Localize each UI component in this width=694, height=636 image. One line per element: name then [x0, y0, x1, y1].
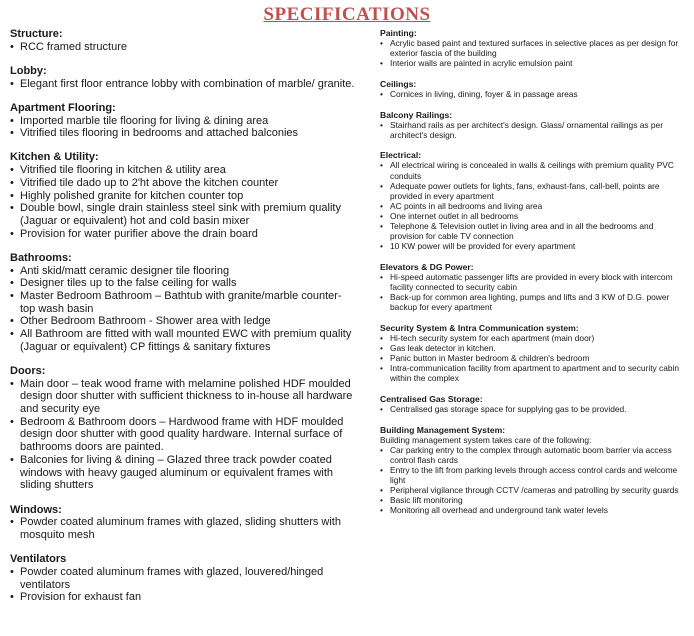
- bullet-list: [380, 38, 680, 68]
- list-item: • 10 KW power will be provided for every apartment: [380, 241, 680, 251]
- list-item: • Interior walls are painted in acrylic emulsion paint: [380, 58, 680, 68]
- bullet-list: [380, 445, 680, 516]
- list-item: • Acrylic based paint and textured surfaces in selective places as per design for exterior fascia of the building: [380, 38, 680, 58]
- section-apartment-flooring: [10, 102, 355, 140]
- section-heading: Bathrooms:: [10, 251, 72, 264]
- list-item: • Telephone & Television outlet in living area and in all the bedrooms and provision for cable TV connection: [380, 221, 680, 241]
- bullet-list: [380, 89, 680, 99]
- list-item: • Back-up for common area lighting, pumps and lifts and 3 KW of D.G. power backup for every apartment: [380, 292, 680, 312]
- list-item: • Provision for exhaust fan: [10, 591, 355, 604]
- section-painting: [380, 28, 680, 68]
- list-item: • Peripheral vigilance through CCTV /cameras and patrolling by security guards: [380, 485, 680, 495]
- list-item: • Anti skid/matt ceramic designer tile flooring: [10, 265, 355, 278]
- list-item: • Monitoring all overhead and underground tank water levels: [380, 505, 680, 515]
- section-heading: Kitchen & Utility:: [10, 151, 99, 164]
- section-heading: Lobby:: [10, 64, 47, 77]
- bullet-list: [10, 516, 355, 541]
- list-item: • Designer tiles up to the false ceiling for walls: [10, 277, 355, 290]
- section-centralised-gas-storage: [380, 394, 680, 414]
- list-item: • Centralised gas storage space for supplying gas to be provided.: [380, 404, 680, 414]
- section-heading: Apartment Flooring:: [10, 101, 116, 114]
- list-item: • All Bathroom are fitted with wall mounted EWC with premium quality (Jaguar or equivalent) CP fittings & sanitary fixtures: [10, 328, 355, 353]
- section-heading: Painting:: [380, 28, 417, 38]
- section-heading: Building Management System:: [380, 424, 506, 435]
- section-doors: [10, 365, 355, 492]
- bullet-list: [380, 333, 680, 383]
- section-intro: Building management system takes care of the following:: [380, 434, 592, 445]
- section-heading: Doors:: [10, 364, 46, 377]
- left-column: [10, 28, 355, 615]
- list-item: • Hi-tech security system for each apartment (main door): [380, 333, 680, 343]
- section-security-system-intra-communication-system: [380, 323, 680, 384]
- list-item: • Elegant first floor entrance lobby with combination of marble/ granite.: [10, 78, 355, 91]
- page-title: SPECIFICATIONS: [263, 4, 431, 25]
- bullet-list: [380, 160, 680, 251]
- section-heading: Ventilators: [10, 553, 67, 566]
- section-heading: Security System & Intra Communication system:: [380, 322, 579, 333]
- list-item: • All electrical wiring is concealed in walls & ceilings with premium quality PVC conduits: [380, 160, 680, 180]
- list-item: • RCC framed structure: [10, 41, 355, 54]
- list-item: • Vitrified tiles flooring in bedrooms and attached balconies: [10, 127, 355, 140]
- section-ventilators: [10, 553, 355, 604]
- list-item: • Imported marble tile flooring for living & dining area: [10, 115, 355, 128]
- list-item: • Hi-speed automatic passenger lifts are provided in every block with intercom facility connected to security cabin: [380, 272, 680, 292]
- bullet-list: [10, 378, 355, 492]
- list-item: • Vitrified tile dado up to 2'ht above the kitchen counter: [10, 177, 355, 190]
- list-item: • Basic lift monitoring: [380, 495, 680, 505]
- list-item: • Main door – teak wood frame with melamine polished HDF moulded design door shutter with sufficient thickness to in-house all hardware and security eye: [10, 378, 355, 416]
- section-elevators-dg-power: [380, 262, 680, 312]
- section-electrical: [380, 150, 680, 251]
- list-item: • Cornices in living, dining, foyer & in passage areas: [380, 89, 680, 99]
- list-item: • Vitrified tile flooring in kitchen & utility area: [10, 164, 355, 177]
- list-item: • Powder coated aluminum frames with glazed, sliding shutters with mosquito mesh: [10, 516, 355, 541]
- list-item: • Adequate power outlets for lights, fans, exhaust-fans, call-bell, points are provided in every apartment: [380, 181, 680, 201]
- bullet-list: [380, 404, 680, 414]
- bullet-list: [10, 115, 355, 140]
- list-item: • Panic button in Master bedroom & children's bedroom: [380, 353, 680, 363]
- section-balcony-railings: [380, 110, 680, 140]
- right-column: [380, 28, 680, 526]
- section-heading: Windows:: [10, 503, 62, 516]
- list-item: • Intra-communication facility from apartment to apartment and to security cabin within the complex: [380, 363, 680, 383]
- list-item: • Other Bedroom Bathroom - Shower area with ledge: [10, 315, 355, 328]
- list-item: • Gas leak detector in kitchen.: [380, 343, 680, 353]
- section-windows: [10, 504, 355, 542]
- section-structure: [10, 28, 355, 53]
- section-lobby: [10, 65, 355, 90]
- section-heading: Structure:: [10, 28, 63, 40]
- list-item: • Bedroom & Bathroom doors – Hardwood frame with HDF moulded design door shutter with good quality hardware. Internal surface of bathrooms doors are painted.: [10, 416, 355, 454]
- section-heading: Balcony Railings:: [380, 109, 453, 120]
- bullet-list: [10, 78, 355, 91]
- bullet-list: [10, 566, 355, 604]
- bullet-list: [10, 265, 355, 354]
- list-item: • Car parking entry to the complex through automatic boom barrier via access control flash cards: [380, 445, 680, 465]
- list-item: • Balconies for living & dining – Glazed three track powder coated windows with heavy gauged aluminum or equivalent frames with sliding shutters: [10, 454, 355, 492]
- section-heading: Elevators & DG Power:: [380, 261, 474, 272]
- bullet-list: [380, 120, 680, 140]
- list-item: • One internet outlet in all bedrooms: [380, 211, 680, 221]
- bullet-list: [380, 272, 680, 312]
- section-heading: Electrical:: [380, 150, 422, 161]
- list-item: • Powder coated aluminum frames with glazed, louvered/hinged ventilators: [10, 566, 355, 591]
- bullet-list: [10, 164, 355, 240]
- section-ceilings: [380, 79, 680, 99]
- list-item: • Highly polished granite for kitchen counter top: [10, 190, 355, 203]
- section-kitchen-utility: [10, 151, 355, 240]
- section-building-management-system: [380, 425, 680, 516]
- list-item: • Entry to the lift from parking levels through access control cards and welcome light: [380, 465, 680, 485]
- bullet-list: [10, 41, 355, 54]
- section-bathrooms: [10, 252, 355, 354]
- section-heading: Centralised Gas Storage:: [380, 393, 483, 404]
- list-item: • AC points in all bedrooms and living area: [380, 201, 680, 211]
- list-item: • Provision for water purifier above the drain board: [10, 228, 355, 241]
- list-item: • Master Bedroom Bathroom – Bathtub with granite/marble counter-top wash basin: [10, 290, 355, 315]
- section-heading: Ceilings:: [380, 78, 417, 89]
- list-item: • Stairhand rails as per architect's design. Glass/ ornamental railings as per architect's design.: [380, 120, 680, 140]
- list-item: • Double bowl, single drain stainless steel sink with premium quality (Jaguar or equivalent) hot and cold basin mixer: [10, 202, 355, 227]
